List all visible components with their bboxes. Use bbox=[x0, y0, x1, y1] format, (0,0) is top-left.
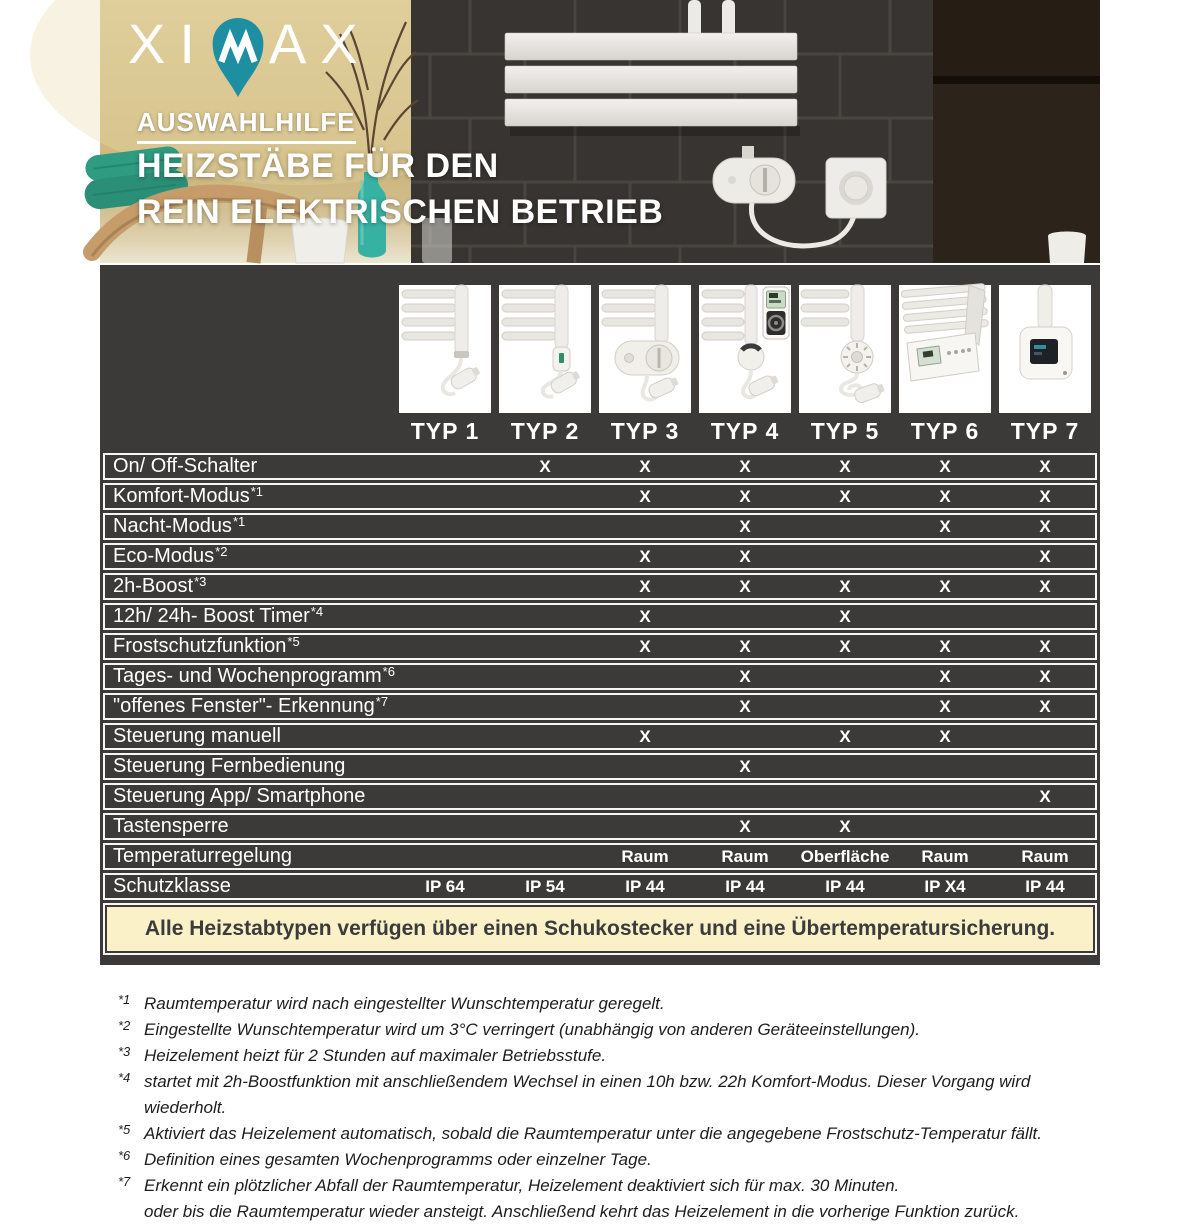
type-header-typ-3: TYP 3 bbox=[610, 418, 680, 444]
feature-cell-typ-2: IP 54 bbox=[525, 876, 565, 896]
feature-row bbox=[103, 753, 1097, 780]
feature-cell-typ-4: X bbox=[739, 486, 751, 506]
footnote-text: Raumtemperatur wird nach eingestellter Wunschtemperatur geregelt. bbox=[144, 994, 665, 1013]
footnote-text: Erkennt ein plötzlicher Abfall der Raumtemperatur, Heizelement deaktiviert sich für max. 30 Minuten. bbox=[144, 1176, 900, 1195]
feature-cell-typ-3: IP 44 bbox=[625, 876, 665, 896]
brand-mark-icon bbox=[209, 16, 267, 98]
footnote-item bbox=[118, 1017, 1100, 1043]
feature-row bbox=[103, 693, 1097, 720]
type-header-row bbox=[103, 413, 1097, 450]
type-header-typ-4: TYP 4 bbox=[710, 418, 780, 444]
feature-cell-typ-6: Raum bbox=[921, 846, 969, 866]
feature-cell-typ-4: Raum bbox=[721, 846, 769, 866]
feature-cell-typ-7: X bbox=[1039, 516, 1051, 536]
feature-label: 2h-Boost$^{*3}$ bbox=[113, 574, 207, 597]
feature-cell-typ-5: X bbox=[839, 726, 851, 746]
footnote-text: Definition eines gesamten Wochenprogramms oder einzelner Tage. bbox=[144, 1150, 652, 1169]
feature-row bbox=[103, 513, 1097, 540]
feature-cell-typ-5: IP 44 bbox=[825, 876, 865, 896]
feature-label: Eco-Modus$^{*2}$ bbox=[113, 544, 228, 567]
feature-row bbox=[103, 723, 1097, 750]
feature-cell-typ-3: X bbox=[639, 606, 651, 626]
feature-cell-typ-5: X bbox=[839, 606, 851, 626]
feature-cell-typ-3: X bbox=[639, 576, 651, 596]
footnote-text: Heizelement heizt für 2 Stunden auf maximaler Betriebsstufe. bbox=[144, 1046, 607, 1065]
info-banner-text: Alle Heizstabtypen verfügen über einen Schukostecker und eine Übertemperatursicherung. bbox=[144, 917, 1056, 940]
feature-cell-typ-2: X bbox=[539, 456, 551, 476]
type-header-typ-5: TYP 5 bbox=[810, 418, 880, 444]
hero-banner bbox=[100, 0, 1100, 263]
brand-logo bbox=[128, 12, 372, 98]
feature-cell-typ-7: Raum bbox=[1021, 846, 1069, 866]
feature-label: Tages- und Wochenprogramm$^{*6}$ bbox=[113, 664, 395, 687]
feature-cell-typ-3: X bbox=[639, 456, 651, 476]
footnote-marker: *6 bbox=[118, 1148, 131, 1163]
feature-cell-typ-4: X bbox=[739, 576, 751, 596]
footnote-item bbox=[118, 1069, 1100, 1121]
feature-cell-typ-6: X bbox=[939, 696, 951, 716]
footnote-text: Eingestellte Wunschtemperatur wird um 3°C verringert (unabhängig von anderen Geräteeinstellungen). bbox=[144, 1020, 920, 1039]
feature-cell-typ-7: IP 44 bbox=[1025, 876, 1065, 896]
feature-cell-typ-3: X bbox=[639, 546, 651, 566]
feature-label: Frostschutzfunktion$^{*5}$ bbox=[113, 634, 300, 657]
brand-text-right: AX bbox=[268, 12, 372, 75]
feature-row bbox=[103, 603, 1097, 630]
typ-7-product-photo bbox=[999, 285, 1091, 413]
page bbox=[100, 0, 1100, 1225]
feature-label: On/ Off-Schalter bbox=[113, 455, 258, 477]
footnote-item bbox=[118, 1199, 1100, 1225]
feature-cell-typ-5: X bbox=[839, 576, 851, 596]
feature-label: Komfort-Modus$^{*1}$ bbox=[113, 484, 264, 507]
feature-cell-typ-7: X bbox=[1039, 546, 1051, 566]
feature-cell-typ-7: X bbox=[1039, 486, 1051, 506]
feature-cell-typ-6: IP X4 bbox=[924, 876, 966, 896]
footnote-marker: *1 bbox=[118, 992, 131, 1007]
feature-label: "offenes Fenster"- Erkennung$^{*7}$ bbox=[113, 694, 389, 717]
footnote-ref: *7 bbox=[375, 694, 389, 709]
feature-cell-typ-5: X bbox=[839, 486, 851, 506]
feature-cell-typ-7: X bbox=[1039, 786, 1051, 806]
brand-text-left: XI bbox=[128, 12, 209, 75]
feature-cell-typ-5: X bbox=[839, 456, 851, 476]
feature-label: Steuerung Fernbedienung bbox=[113, 755, 346, 777]
footnote-marker: *5 bbox=[118, 1122, 131, 1137]
page-title bbox=[137, 143, 663, 235]
footnote-marker bbox=[118, 1195, 144, 1221]
feature-cell-typ-3: X bbox=[639, 486, 651, 506]
footnote-ref: *4 bbox=[310, 604, 324, 619]
feature-cell-typ-4: X bbox=[739, 666, 751, 686]
feature-cell-typ-6: X bbox=[939, 726, 951, 746]
feature-cell-typ-5: X bbox=[839, 636, 851, 656]
feature-label: 12h/ 24h- Boost Timer$^{*4}$ bbox=[113, 604, 324, 627]
feature-row bbox=[103, 543, 1097, 570]
feature-cell-typ-6: X bbox=[939, 576, 951, 596]
footnote-ref: *1 bbox=[232, 514, 246, 529]
feature-cell-typ-6: X bbox=[939, 666, 951, 686]
feature-label: Nacht-Modus$^{*1}$ bbox=[113, 514, 246, 537]
feature-label: Tastensperre bbox=[113, 815, 229, 837]
footnote-marker: *2 bbox=[118, 1018, 131, 1033]
feature-row bbox=[103, 873, 1097, 900]
footnote-marker: *7 bbox=[118, 1174, 131, 1189]
feature-cell-typ-6: X bbox=[939, 456, 951, 476]
feature-cell-typ-5: Oberfläche bbox=[800, 846, 890, 866]
comparison-panel bbox=[100, 265, 1100, 965]
footnote-item bbox=[118, 1173, 1100, 1199]
info-banner bbox=[103, 903, 1097, 955]
typ-1-product-photo bbox=[399, 285, 491, 413]
feature-cell-typ-4: X bbox=[739, 756, 751, 776]
footnote-item bbox=[118, 1043, 1100, 1069]
feature-cell-typ-4: X bbox=[739, 816, 751, 836]
photo-row-spacer bbox=[103, 285, 395, 413]
feature-row bbox=[103, 843, 1097, 870]
feature-row bbox=[103, 453, 1097, 480]
title-line-1: HEIZSTÄBE FÜR DEN bbox=[137, 147, 499, 185]
feature-cell-typ-7: X bbox=[1039, 456, 1051, 476]
typ-3-product-photo bbox=[599, 285, 691, 413]
feature-row bbox=[103, 573, 1097, 600]
feature-cell-typ-4: X bbox=[739, 516, 751, 536]
type-header-typ-1: TYP 1 bbox=[410, 418, 480, 444]
type-header-typ-6: TYP 6 bbox=[910, 418, 980, 444]
feature-label: Steuerung manuell bbox=[113, 725, 281, 747]
feature-cell-typ-1: IP 64 bbox=[425, 876, 465, 896]
feature-cell-typ-6: X bbox=[939, 636, 951, 656]
type-header-typ-2: TYP 2 bbox=[510, 418, 580, 444]
typ-5-product-photo bbox=[799, 285, 891, 413]
footnote-item bbox=[118, 1121, 1100, 1147]
feature-cell-typ-4: X bbox=[739, 456, 751, 476]
footnotes bbox=[118, 991, 1100, 1225]
feature-cell-typ-7: X bbox=[1039, 636, 1051, 656]
feature-row bbox=[103, 483, 1097, 510]
feature-matrix bbox=[103, 453, 1097, 900]
feature-row bbox=[103, 663, 1097, 690]
feature-label: Temperaturregelung bbox=[113, 845, 292, 867]
feature-row bbox=[103, 633, 1097, 660]
feature-cell-typ-6: X bbox=[939, 516, 951, 536]
footnote-marker: *4 bbox=[118, 1070, 131, 1085]
feature-row bbox=[103, 783, 1097, 810]
footnote-ref: *3 bbox=[194, 574, 207, 589]
typ-2-product-photo bbox=[499, 285, 591, 413]
footnote-marker: *3 bbox=[118, 1044, 131, 1059]
feature-cell-typ-4: X bbox=[739, 636, 751, 656]
feature-cell-typ-4: X bbox=[739, 546, 751, 566]
feature-cell-typ-7: X bbox=[1039, 666, 1051, 686]
feature-cell-typ-4: IP 44 bbox=[725, 876, 765, 896]
footnote-item bbox=[118, 1147, 1100, 1173]
feature-row bbox=[103, 813, 1097, 840]
feature-cell-typ-3: Raum bbox=[621, 846, 669, 866]
feature-cell-typ-3: X bbox=[639, 726, 651, 746]
footnote-ref: *2 bbox=[215, 544, 228, 559]
footnote-ref: *5 bbox=[287, 634, 300, 649]
feature-label: Schutzklasse bbox=[113, 875, 231, 897]
footnote-text: Aktiviert das Heizelement automatisch, sobald die Raumtemperatur unter die angegebene Frostschutz-Temperatur fällt. bbox=[144, 1124, 1042, 1143]
feature-label: Steuerung App/ Smartphone bbox=[113, 785, 366, 807]
eyebrow-title: AUSWAHLHILFE bbox=[137, 107, 356, 144]
feature-cell-typ-6: X bbox=[939, 486, 951, 506]
feature-cell-typ-3: X bbox=[639, 636, 651, 656]
footnote-ref: *6 bbox=[382, 664, 395, 679]
feature-cell-typ-4: X bbox=[739, 696, 751, 716]
feature-cell-typ-7: X bbox=[1039, 696, 1051, 716]
footnote-ref: *1 bbox=[250, 484, 264, 499]
title-line-2: REIN ELEKTRISCHEN BETRIEB bbox=[137, 193, 664, 231]
typ-4-product-photo bbox=[699, 285, 791, 413]
type-header-typ-7: TYP 7 bbox=[1010, 418, 1080, 444]
product-photo-row bbox=[103, 268, 1097, 413]
feature-cell-typ-5: X bbox=[839, 816, 851, 836]
footnote-text: startet mit 2h-Boostfunktion mit anschließendem Wechsel in einen 10h bzw. 22h Komfort-Modus. Dieser Vorgang wird wiederholt. bbox=[144, 1072, 1031, 1117]
footnote-text: oder bis die Raumtemperatur wieder ansteigt. Anschließend kehrt das Heizelement in die vorherige Funktion zurück. bbox=[144, 1202, 1020, 1221]
typ-6-product-photo bbox=[899, 285, 991, 413]
feature-cell-typ-7: X bbox=[1039, 576, 1051, 596]
footnote-item bbox=[118, 991, 1100, 1017]
